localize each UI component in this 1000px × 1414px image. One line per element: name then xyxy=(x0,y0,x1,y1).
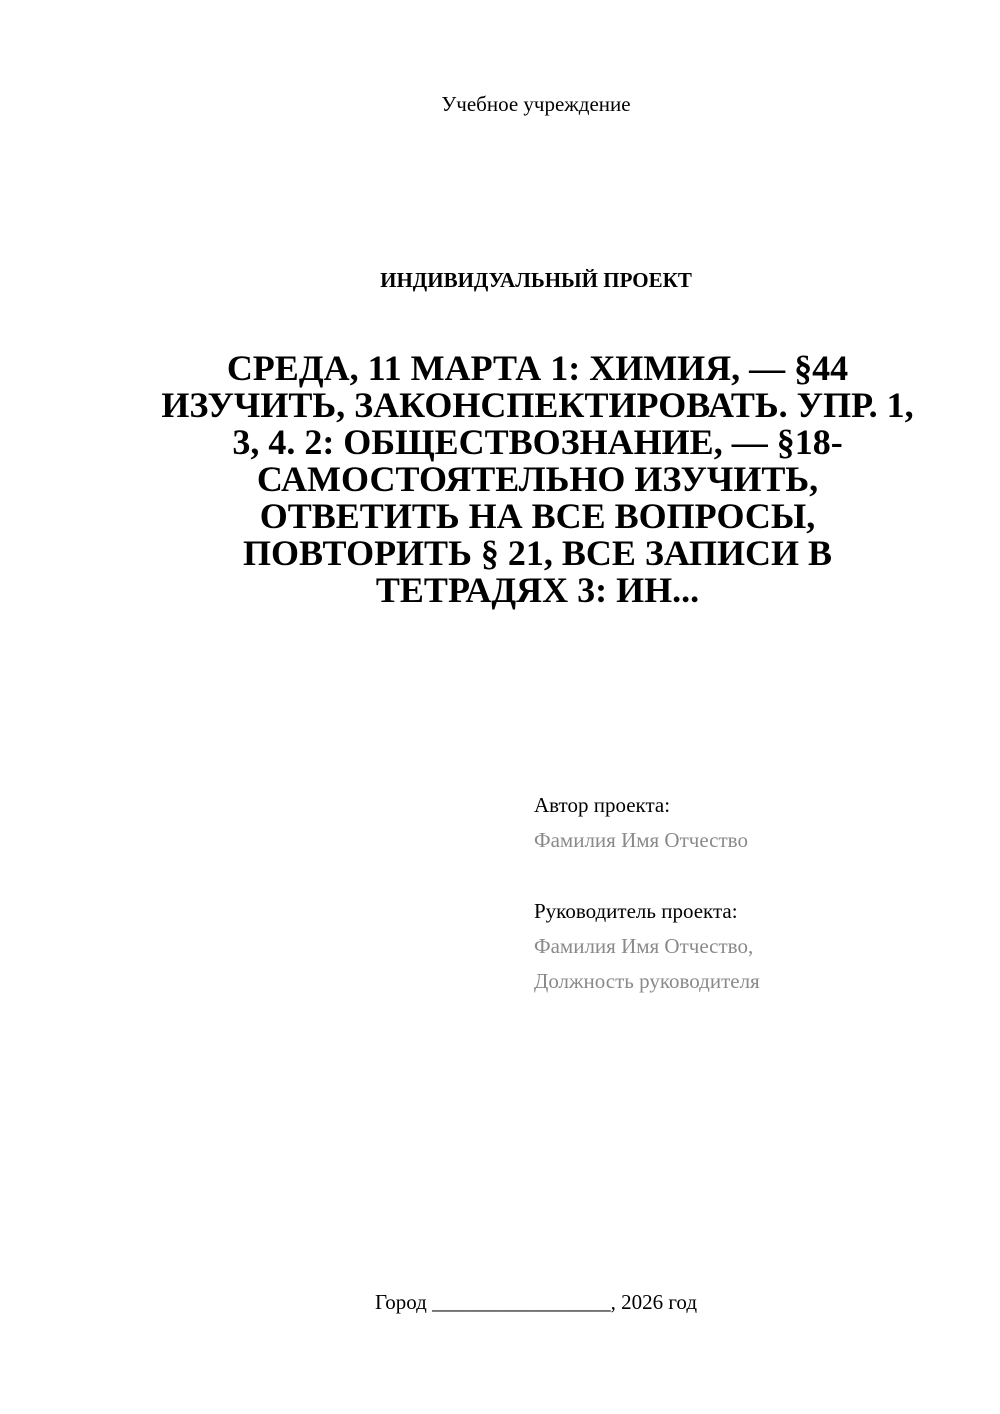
author-label: Автор проекта: xyxy=(534,793,671,817)
author-name: Фамилия Имя Отчество xyxy=(534,828,748,852)
project-title: СРЕДА, 11 МАРТА 1: ХИМИЯ, — §44 ИЗУЧИТЬ, ЗАКОНСПЕКТИРОВАТЬ. УПР. 1, 3, 4. 2: ОБЩЕСТВОЗНАНИЕ, — §18-САМОСТОЯТЕЛЬНО ИЗУЧИТЬ, ОТВЕТИТЬ НА ВСЕ ВОПРОСЫ, ПОВТОРИТЬ § 21, ВСЕ ЗАПИСИ В ТЕТРАДЯХ 3: ИН... xyxy=(161,348,914,610)
supervisor-label: Руководитель проекта: xyxy=(534,899,738,923)
project-meta xyxy=(534,788,964,999)
institution-name: Учебное учреждение xyxy=(441,92,631,116)
city-year-line: Город _________________, 2026 год xyxy=(374,1290,698,1314)
supervisor-position: Должность руководителя xyxy=(534,969,760,993)
supervisor-name: Фамилия Имя Отчество, xyxy=(534,934,754,958)
document-type: ИНДИВИДУАЛЬНЫЙ ПРОЕКТ xyxy=(380,268,692,292)
